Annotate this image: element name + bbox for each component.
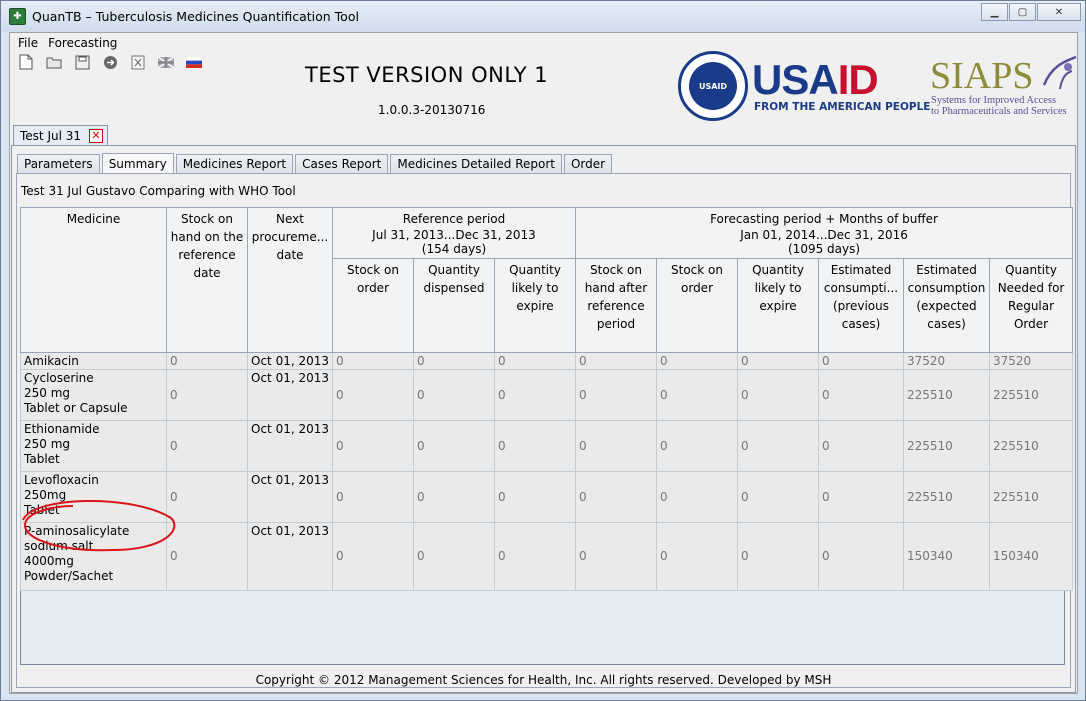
title-bar[interactable] xyxy=(1,1,1085,32)
document-panel xyxy=(11,145,1076,693)
cell-stock-on-hand[interactable]: 0 xyxy=(167,353,248,370)
cell-value[interactable]: 0 xyxy=(414,370,495,421)
cell-value[interactable]: 0 xyxy=(657,353,738,370)
table-row[interactable] xyxy=(21,370,1073,421)
cell-stock-on-hand[interactable]: 0 xyxy=(167,421,248,472)
cell-value[interactable]: 225510 xyxy=(990,370,1073,421)
tab-medicines-report[interactable]: Medicines Report xyxy=(176,154,293,173)
toolbar xyxy=(18,54,214,70)
cell-value[interactable]: 0 xyxy=(576,421,657,472)
page-title: TEST VERSION ONLY 1 xyxy=(305,63,549,87)
forecasting-period-range: Jan 01, 2014...Dec 31, 2016 xyxy=(740,228,908,242)
client-area xyxy=(9,32,1078,694)
excel-icon[interactable] xyxy=(130,54,146,70)
cell-value[interactable]: 0 xyxy=(576,472,657,523)
window-controls xyxy=(980,3,1081,21)
medicine-line: Tablet or Capsule xyxy=(24,401,128,415)
cell-value[interactable]: 0 xyxy=(576,353,657,370)
cell-value[interactable]: 0 xyxy=(495,472,576,523)
document-tab-label[interactable]: Test Jul 31 xyxy=(20,128,82,143)
cell-stock-on-hand[interactable]: 0 xyxy=(167,472,248,523)
maximize-button[interactable]: ▢ xyxy=(1009,3,1036,21)
usaid-logo: USAID xyxy=(752,56,878,103)
cell-next-procurement[interactable]: Oct 01, 2013 xyxy=(248,523,333,591)
cell-stock-on-hand[interactable]: 0 xyxy=(167,370,248,421)
tab-medicines-detailed-report[interactable]: Medicines Detailed Report xyxy=(390,154,562,173)
cell-value[interactable]: 225510 xyxy=(904,370,990,421)
medicine-line: Tablet xyxy=(24,452,60,466)
cell-value[interactable]: 0 xyxy=(333,353,414,370)
cell-next-procurement[interactable]: Oct 01, 2013 xyxy=(248,472,333,523)
siaps-logo: SIAPS xyxy=(930,55,1034,97)
cell-value[interactable]: 225510 xyxy=(990,472,1073,523)
russia-flag-icon[interactable] xyxy=(186,54,202,70)
cell-value[interactable]: 0 xyxy=(819,421,904,472)
cell-value[interactable]: 0 xyxy=(333,523,414,591)
cell-medicine[interactable] xyxy=(21,523,167,591)
cell-value[interactable]: 0 xyxy=(414,523,495,591)
cell-value[interactable]: 0 xyxy=(819,353,904,370)
medicine-line: 250 mg xyxy=(24,437,71,451)
reference-period-label: Reference period xyxy=(402,212,506,226)
cell-next-procurement[interactable]: Oct 01, 2013 xyxy=(248,370,333,421)
header-fc-quantity-expire[interactable]: Quantity likely to expire xyxy=(738,259,819,353)
report-tabs xyxy=(17,154,614,173)
cell-value[interactable]: 0 xyxy=(333,370,414,421)
cell-value[interactable]: 225510 xyxy=(990,421,1073,472)
summary-panel xyxy=(16,173,1071,688)
cell-next-procurement[interactable]: Oct 01, 2013 xyxy=(248,421,333,472)
cell-stock-on-hand[interactable]: 0 xyxy=(167,523,248,591)
siaps-tagline xyxy=(931,95,1067,117)
cell-value[interactable]: 0 xyxy=(495,370,576,421)
save-icon[interactable] xyxy=(74,54,90,70)
go-arrow-icon[interactable] xyxy=(102,54,118,70)
cell-value[interactable]: 0 xyxy=(414,472,495,523)
medicine-line: Ethionamide xyxy=(24,422,100,436)
footer-copyright: Copyright © 2012 Management Sciences for Health, Inc. All rights reserved. Developed by MSH xyxy=(255,673,832,687)
header-fc-stock-on-order[interactable]: Stock on order xyxy=(657,259,738,353)
close-tab-icon[interactable]: ✕ xyxy=(89,129,103,143)
cell-value[interactable]: 0 xyxy=(576,370,657,421)
medicine-line: 250mg xyxy=(24,488,67,502)
siaps-tagline-line-1: Systems for Improved Access xyxy=(931,95,1057,106)
cell-value[interactable]: 225510 xyxy=(904,421,990,472)
table-row[interactable] xyxy=(21,353,1073,370)
uk-flag-icon[interactable] xyxy=(158,54,174,70)
minimize-button[interactable]: ▁ xyxy=(981,3,1008,21)
cell-value[interactable]: 0 xyxy=(738,370,819,421)
menu-bar xyxy=(10,33,1077,53)
cell-value[interactable]: 0 xyxy=(657,472,738,523)
forecasting-period-label: Forecasting period + Months of buffer xyxy=(710,212,938,226)
header-stock-on-hand[interactable]: Stock on hand on the reference date xyxy=(167,208,248,353)
usaid-tagline: FROM THE AMERICAN PEOPLE xyxy=(754,101,931,113)
version-label: 1.0.0.3-20130716 xyxy=(378,103,486,117)
cell-value[interactable]: 0 xyxy=(738,353,819,370)
cell-medicine[interactable] xyxy=(21,353,167,370)
header-est-consumption-previous[interactable]: Estimated consumpti... (previous cases) xyxy=(819,259,904,353)
table-row[interactable] xyxy=(21,472,1073,523)
siaps-swirl-icon xyxy=(1040,55,1078,91)
header-ref-stock-on-order[interactable]: Stock on order xyxy=(333,259,414,353)
table-row[interactable] xyxy=(21,523,1073,591)
tab-cases-report[interactable]: Cases Report xyxy=(295,154,388,173)
medicine-line: 250 mg xyxy=(24,386,71,400)
cell-value[interactable]: 0 xyxy=(738,421,819,472)
cell-value[interactable]: 0 xyxy=(657,370,738,421)
header-est-consumption-expected[interactable]: Estimated consumption (expected cases) xyxy=(904,259,990,353)
medicine-line: Amikacin xyxy=(24,354,79,368)
menu-file[interactable]: File xyxy=(18,36,39,50)
header-ref-quantity-expire[interactable]: Quantity likely to expire xyxy=(495,259,576,353)
menu-forecasting[interactable]: Forecasting xyxy=(48,36,118,50)
summary-table-container[interactable] xyxy=(20,207,1065,665)
medicine-line: Tablet xyxy=(24,503,60,517)
medicine-line: Cycloserine xyxy=(24,371,94,385)
tab-order[interactable]: Order xyxy=(564,154,612,173)
tab-parameters[interactable]: Parameters xyxy=(17,154,100,173)
cell-value[interactable]: 0 xyxy=(819,472,904,523)
usaid-seal-logo xyxy=(678,51,748,121)
cell-value[interactable]: 0 xyxy=(333,472,414,523)
cell-medicine[interactable] xyxy=(21,370,167,421)
cell-value[interactable]: 0 xyxy=(738,472,819,523)
header-reference-period xyxy=(333,208,576,259)
header-forecasting-period xyxy=(576,208,1073,259)
close-window-button[interactable]: ✕ xyxy=(1037,3,1081,21)
medicine-line: Powder/Sachet xyxy=(24,569,114,583)
open-folder-icon[interactable] xyxy=(46,54,62,70)
cell-value[interactable]: 0 xyxy=(414,421,495,472)
siaps-tagline-line-2: to Pharmaceuticals and Services xyxy=(931,106,1067,117)
app-icon: ✚ xyxy=(9,8,26,25)
cell-value[interactable]: 150340 xyxy=(904,523,990,591)
cell-value[interactable]: 0 xyxy=(657,421,738,472)
cell-value[interactable]: 0 xyxy=(657,523,738,591)
header-stock-after-reference[interactable]: Stock on hand after reference period xyxy=(576,259,657,353)
medicine-line: Levofloxacin xyxy=(24,473,99,487)
window-title: QuanTB – Tuberculosis Medicines Quantification Tool xyxy=(32,9,359,24)
header-next-procurement[interactable]: Next procureme... date xyxy=(248,208,333,353)
new-file-icon[interactable] xyxy=(18,54,34,70)
cell-value[interactable]: 225510 xyxy=(904,472,990,523)
document-tab[interactable] xyxy=(13,125,108,145)
cell-next-procurement[interactable]: Oct 01, 2013 xyxy=(248,353,333,370)
reference-period-range: Jul 31, 2013...Dec 31, 2013 xyxy=(372,228,536,242)
header-medicine[interactable]: Medicine xyxy=(21,208,167,353)
table-row[interactable] xyxy=(21,421,1073,472)
cell-value[interactable]: 0 xyxy=(414,353,495,370)
reference-period-days: (154 days) xyxy=(421,242,487,256)
summary-table-body xyxy=(21,353,1073,591)
cell-value[interactable]: 0 xyxy=(576,523,657,591)
cell-value[interactable]: 0 xyxy=(495,353,576,370)
cell-value[interactable]: 0 xyxy=(333,421,414,472)
cell-value[interactable]: 0 xyxy=(819,523,904,591)
cell-value[interactable]: 37520 xyxy=(990,353,1073,370)
forecasting-period-days: (1095 days) xyxy=(788,242,861,256)
cell-value[interactable]: 0 xyxy=(495,523,576,591)
cell-value[interactable]: 0 xyxy=(819,370,904,421)
summary-table xyxy=(20,207,1073,591)
summary-subtitle: Test 31 Jul Gustavo Comparing with WHO Tool xyxy=(21,184,296,198)
usaid-seal-text: USAID xyxy=(689,62,737,110)
header-quantity-needed[interactable]: Quantity Needed for Regular Order xyxy=(990,259,1073,353)
cell-value[interactable]: 150340 xyxy=(990,523,1073,591)
header-ref-quantity-dispensed[interactable]: Quantity dispensed xyxy=(414,259,495,353)
medicine-line: 4000mg xyxy=(24,554,74,568)
cell-medicine[interactable] xyxy=(21,421,167,472)
medicine-line: P-aminosalicylate sodium salt xyxy=(24,524,130,553)
cell-value[interactable]: 0 xyxy=(738,523,819,591)
cell-value[interactable]: 37520 xyxy=(904,353,990,370)
tab-summary[interactable]: Summary xyxy=(102,153,174,173)
cell-medicine[interactable] xyxy=(21,472,167,523)
cell-value[interactable]: 0 xyxy=(495,421,576,472)
